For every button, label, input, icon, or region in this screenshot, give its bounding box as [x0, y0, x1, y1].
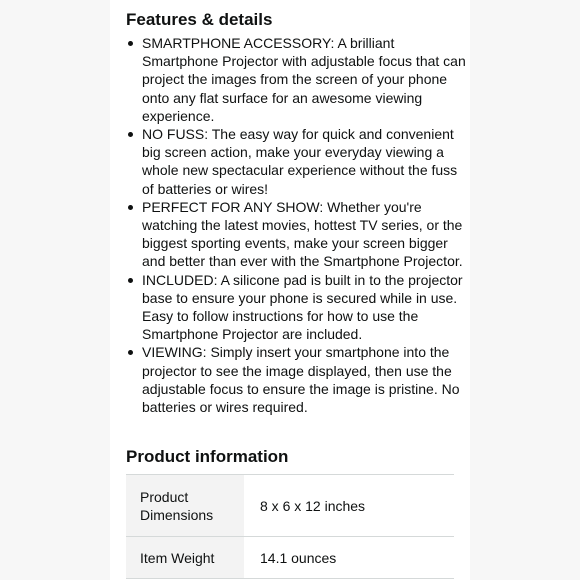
row-label: Product Dimensions [126, 475, 244, 536]
bullet-dot-icon [128, 205, 133, 210]
bullet-dot-icon [128, 132, 133, 137]
feature-bullet [126, 271, 466, 344]
features-heading: Features & details [126, 10, 273, 29]
bullet-dot-icon [128, 278, 133, 283]
feature-text: VIEWING: Simply insert your smartphone into the projector to see the image displayed, then use the adjustable focus to ensure the image is pristine. No batteries or wires required. [142, 344, 460, 416]
row-label: Item Weight [126, 537, 244, 578]
feature-text: INCLUDED: A silicone pad is built in to the projector base to ensure your phone is secured while in use. Easy to follow instructions for how to use the Smartphone Projector are included. [142, 271, 463, 343]
product-information-heading: Product information [126, 447, 289, 466]
features-list [126, 34, 466, 416]
row-value: 14.1 ounces [260, 549, 337, 566]
feature-text: NO FUSS: The easy way for quick and convenient big screen action, make your everyday viewing a whole new spectacular experience without the fuss of batteries or wires! [142, 126, 458, 197]
row-value: 8 x 6 x 12 inches [260, 497, 366, 514]
product-details-card [110, 0, 470, 580]
bullet-dot-icon [128, 350, 133, 355]
feature-bullet [126, 198, 466, 271]
product-information-table [126, 474, 454, 579]
feature-bullet [126, 343, 466, 416]
feature-text: SMARTPHONE ACCESSORY: A brilliant Smartphone Projector with adjustable focus that can project the images from the screen of your phone onto any flat surface for an awesome viewing experience. [142, 35, 466, 124]
feature-text: PERFECT FOR ANY SHOW: Whether you're watching the latest movies, hottest TV series, or the biggest sporting events, make your screen bigger and better than ever with the Smartphone Projector. [142, 198, 463, 270]
feature-bullet [126, 34, 466, 125]
feature-bullet [126, 125, 466, 198]
table-row [126, 537, 454, 579]
table-row [126, 475, 454, 537]
bullet-dot-icon [128, 41, 133, 46]
